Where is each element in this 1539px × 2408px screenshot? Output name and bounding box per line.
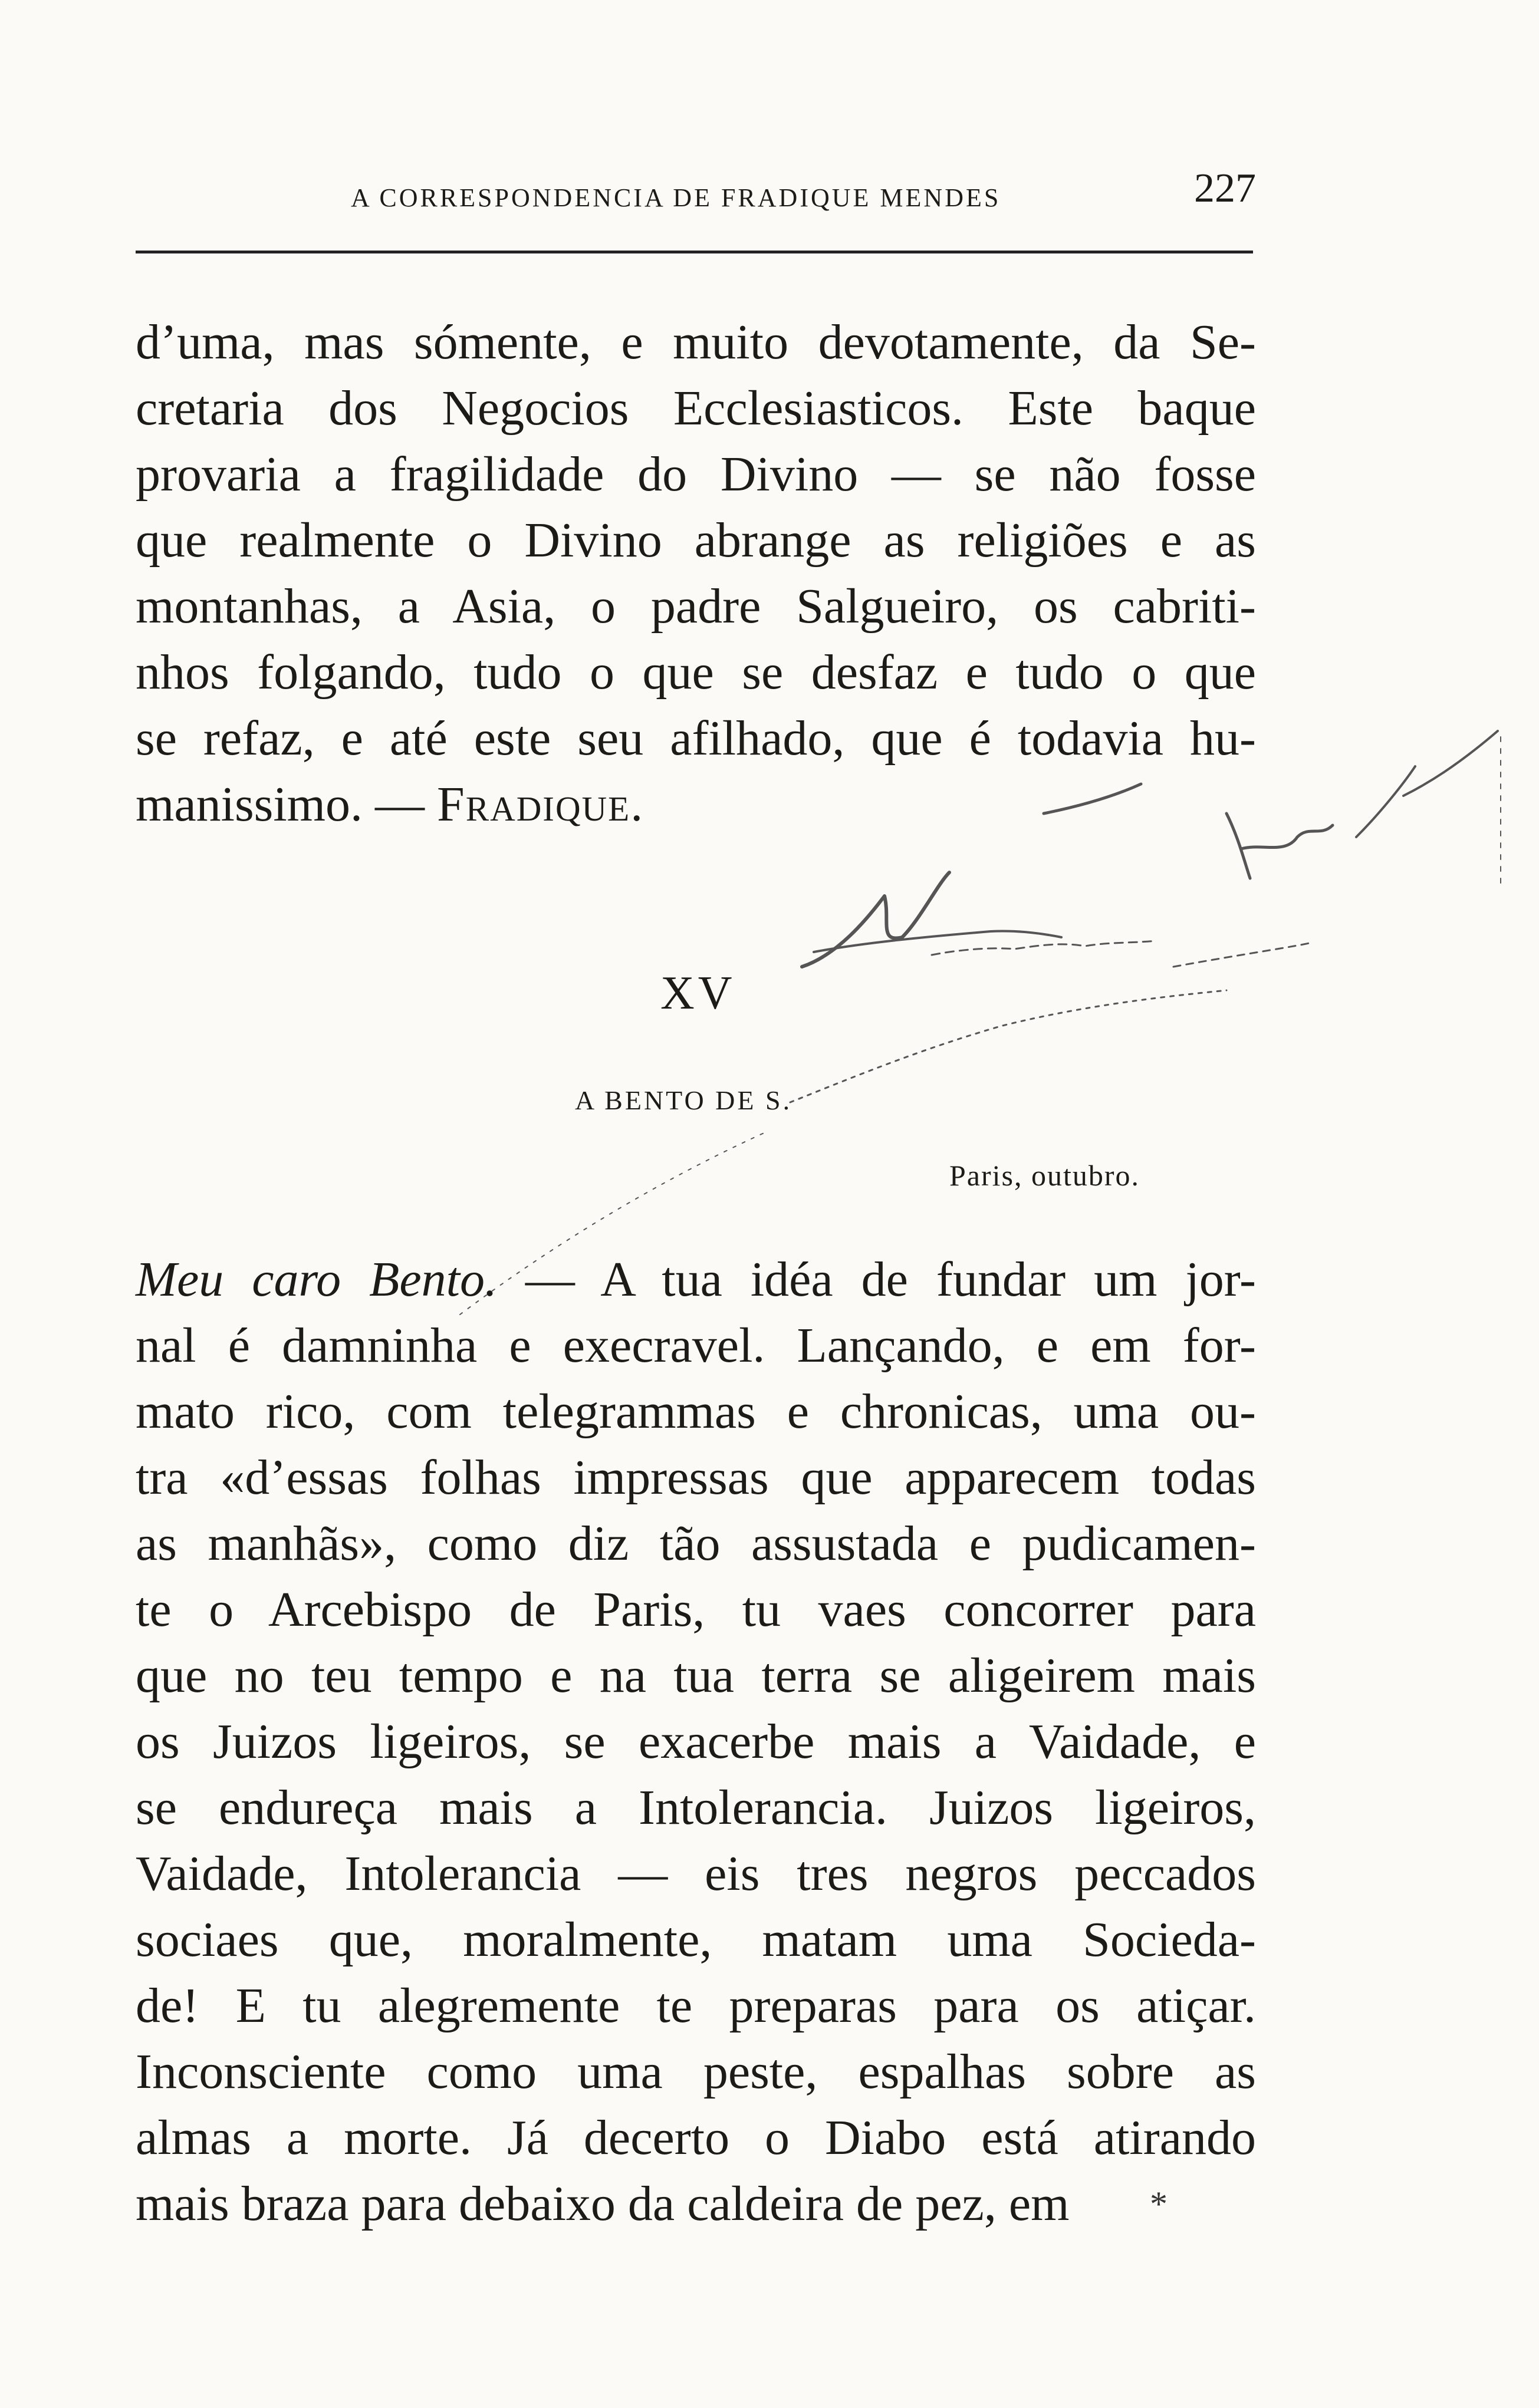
running-title: A CORRESPONDENCIA DE FRADIQUE MENDES [351,183,1001,212]
pencil-stroke [1356,731,1498,837]
paragraph-2 [136,1247,1256,2237]
running-head [136,165,1256,218]
salutation: Meu caro Bento. [136,1252,497,1307]
text-line: montanhas, a Asia, o padre Salgueiro, os cabriti- [136,579,1256,634]
text-line: mato rico, com telegrammas e chronicas, uma ou- [136,1384,1256,1439]
pencil-stroke [1173,943,1309,967]
text-line-first [136,1247,1256,1313]
page-number: 227 [1194,166,1256,211]
letter-signature: Fradique. [437,777,644,832]
text-line: d’uma, mas sómente, e muito devotamente, da Se- [136,315,1256,370]
text-line: nhos folgando, tudo o que se desfaz e tudo o que [136,645,1256,700]
text-line: os Juizos ligeiros, se exacerbe mais a Vaidade, e [136,1714,1256,1769]
pencil-stroke [932,941,1156,955]
signature-mark: * [1150,2185,1168,2223]
letter-dateline: Paris, outubro. [949,1159,1140,1192]
text-line: que realmente o Divino abrange as religiões e as [136,513,1256,568]
text-line: mais braza para debaixo da caldeira de pez, em [136,2176,1070,2231]
text-line: tra «d’essas folhas impressas que apparecem todas [136,1450,1256,1505]
text-line: se endureça mais a Intolerancia. Juizos ligeiros, [136,1780,1256,1835]
text-line-last [136,772,1256,838]
pencil-stroke [814,931,1061,952]
text-line: te o Arcebispo de Paris, tu vaes concorrer para [136,1582,1256,1637]
text-line: provaria a fragilidade do Divino — se não fosse [136,447,1256,502]
text-line: almas a morte. Já decerto o Diabo está atirando [136,2110,1256,2165]
text-line: nal é damninha e execravel. Lançando, e em for- [136,1318,1256,1373]
text-line: cretaria dos Negocios Ecclesiasticos. Este baque [136,381,1256,436]
first-line-rest: — A tua idéa de fundar um jor- [496,1252,1257,1307]
closing-text: manissimo. — [136,777,438,832]
text-line: que no teu tempo e na tua terra se aligeirem mais [136,1648,1256,1703]
text-line: de! E tu alegremente te preparas para os atiçar. [136,1978,1256,2033]
text-line: Vaidade, Intolerancia — eis tres negros peccados [136,1846,1256,1901]
text-line: as manhãs», como diz tão assustada e pudicamen- [136,1516,1256,1571]
text-line: Inconsciente como uma peste, espalhas sobre as [136,2044,1256,2099]
pencil-stroke [790,990,1226,1102]
chapter-number: XV [660,967,736,1019]
header-rule [136,251,1253,253]
paragraph-1 [136,309,1256,838]
letter-addressee: A BENTO DE S. [575,1085,792,1115]
text-line: se refaz, e até este seu afilhado, que é todavia hu- [136,711,1256,766]
text-line: sociaes que, moralmente, matam uma Socieda- [136,1912,1256,1967]
pencil-stroke [802,872,949,967]
